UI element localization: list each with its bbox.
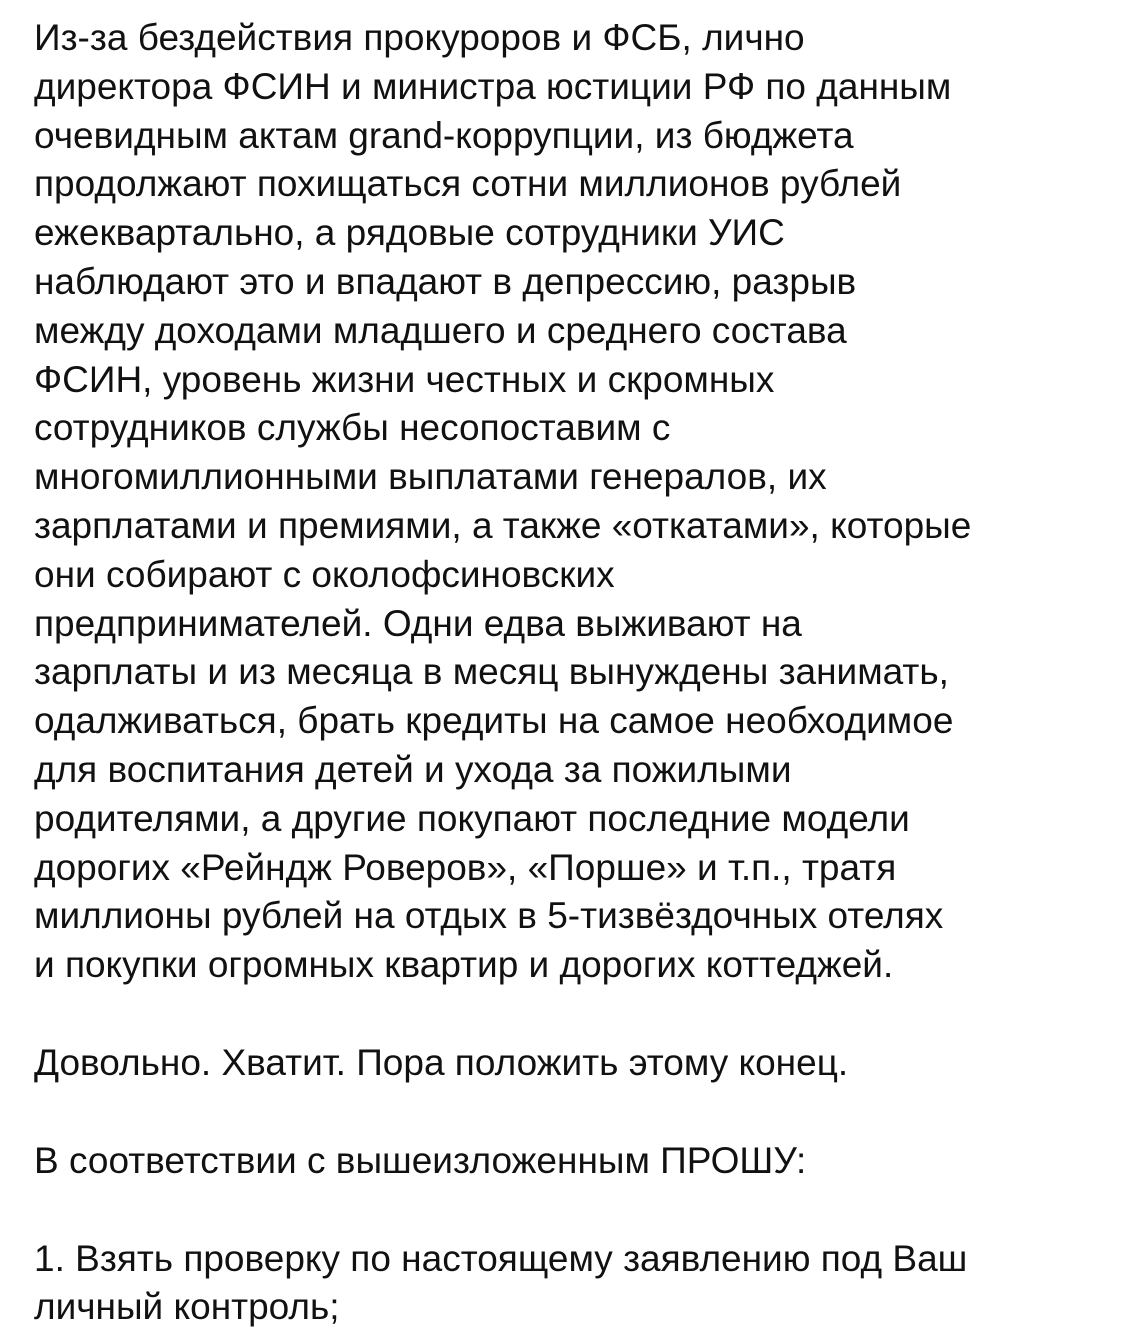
text-line: между доходами младшего и среднего состава	[34, 309, 847, 351]
text-line: и покупки огромных квартир и дорогих коттеджей.	[34, 944, 894, 986]
paragraph-spacer	[34, 1088, 1114, 1137]
text-line: Довольно. Хватит. Пора положить этому конец.	[34, 1041, 849, 1083]
text-line: директора ФСИН и министра юстиции РФ по данным	[34, 65, 952, 107]
text-line: родителями, а другие покупают последние модели	[34, 797, 910, 839]
text-line: Из-за бездействия прокуроров и ФСБ, лично	[34, 17, 805, 58]
paragraph-main	[34, 14, 1114, 990]
paragraph-spacer	[34, 1186, 1114, 1235]
text-line: зарплаты и из месяца в месяц вынуждены занимать,	[34, 651, 949, 693]
text-line: предпринимателей. Одни едва выживают на	[34, 602, 802, 644]
text-line: они собирают с околофсиновских	[34, 553, 615, 595]
text-line: 1. Взять проверку по настоящему заявлению под Ваш	[34, 1237, 968, 1279]
text-line: многомиллионными выплатами генералов, их	[34, 456, 827, 498]
paragraph-request-heading	[34, 1137, 1114, 1186]
paragraph-enough	[34, 1039, 1114, 1088]
text-line: продолжают похищаться сотни миллионов рублей	[34, 163, 902, 205]
text-line: наблюдают это и впадают в депрессию, разрыв	[34, 260, 857, 302]
text-line: миллионы рублей на отдых в 5-тизвёздочных отелях	[34, 895, 944, 937]
text-line: В соответствии с вышеизложенным ПРОШУ:	[34, 1139, 807, 1181]
text-line: дорогих «Рейндж Роверов», «Порше» и т.п., тратя	[34, 846, 897, 888]
paragraph-spacer	[34, 990, 1114, 1039]
text-line: одалживаться, брать кредиты на самое необходимое	[34, 700, 954, 742]
text-line: для воспитания детей и ухода за пожилыми	[34, 748, 792, 790]
text-line: зарплатами и премиями, а также «откатами», которые	[34, 504, 972, 546]
text-line: ФСИН, уровень жизни честных и скромных	[34, 358, 775, 400]
text-line: личный контроль;	[34, 1286, 340, 1328]
text-line: ежеквартально, а рядовые сотрудники УИС	[34, 212, 785, 254]
text-line: сотрудников службы несопоставим с	[34, 407, 671, 449]
request-item-1	[34, 1235, 1114, 1333]
text-line: очевидным актам grand-коррупции, из бюджета	[34, 114, 854, 156]
document-body	[34, 14, 1114, 1332]
